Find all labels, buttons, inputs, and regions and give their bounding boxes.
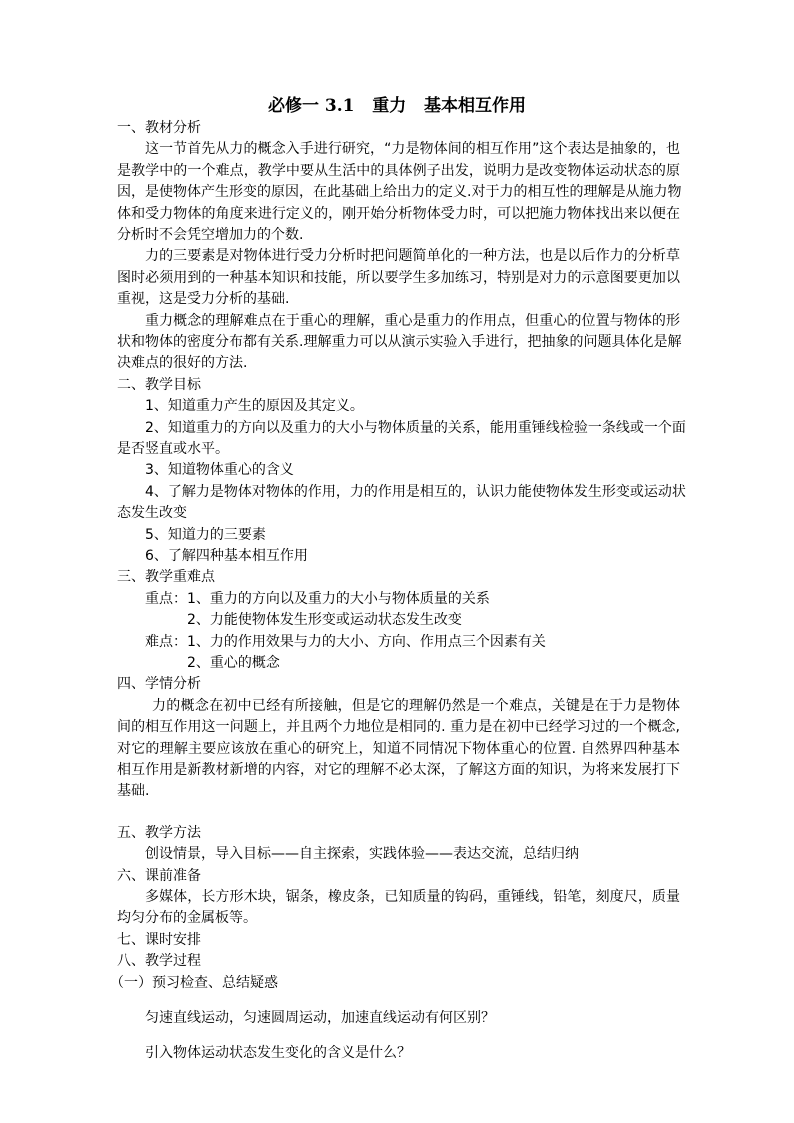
list-item: 难点：1、力的作用效果与力的大小、方向、作用点三个因素有关 — [145, 634, 546, 650]
paragraph-line: 间的相互作用这一问题上，并且两个力地位是相同的. 重力是在初中已经学习过的一个概念, — [117, 719, 680, 735]
list-item: 2、力能使物体发生形变或运动状态发生改变 — [187, 612, 462, 628]
list-item: 5、知道力的三要素 — [145, 527, 266, 543]
paragraph-line: 状和物体的密度分布都有关系.理解重力可以从演示实验入手进行，把抽象的问题具体化是解 — [117, 334, 682, 350]
paragraph-line: 重力概念的理解难点在于重心的理解，重心是重力的作用点，但重心的位置与物体的形 — [145, 313, 680, 329]
list-item: 4、了解力是物体对物体的作用，力的作用是相互的，认识力能使物体发生形变或运动状 — [145, 484, 686, 500]
paragraph-line: 引入物体运动状态发生变化的含义是什么？ — [145, 1045, 411, 1061]
subsection-heading: （一）预习检查、总结疑惑 — [110, 975, 278, 991]
paragraph-line: 对它的理解主要应该放在重心的研究上，知道不同情况下物体重心的位置. 自然界四种基本 — [117, 741, 680, 757]
section-heading: 七、课时安排 — [117, 932, 201, 948]
section-heading: 一、教材分析 — [117, 120, 201, 136]
paragraph-line: 多媒体，长方形木块，锯条，橡皮条，已知质量的钩码，重锤线，铅笔，刻度尺，质量 — [145, 889, 680, 905]
paragraph-line: 匀速直线运动，匀速圆周运动，加速直线运动有何区别？ — [145, 1010, 495, 1026]
list-item: 3、知道物体重心的含义 — [145, 462, 294, 478]
paragraph-line: 这一节首先从力的概念入手进行研究，“力是物体间的相互作用”这个表达是抽象的，也 — [145, 141, 680, 157]
list-item: 6、了解四种基本相互作用 — [145, 548, 308, 564]
paragraph-line: 决难点的很好的方法. — [117, 355, 248, 371]
list-item: 2、知道重力的方向以及重力的大小与物体质量的关系，能用重锤线检验一条线或一个面 — [145, 420, 686, 436]
paragraph-line: 力的三要素是对物体进行受力分析时把问题简单化的一种方法，也是以后作力的分析草 — [145, 248, 680, 264]
paragraph-line: 分析时不会凭空增加力的个数. — [117, 227, 304, 243]
list-item: 1、知道重力产生的原因及其定义。 — [145, 398, 364, 414]
list-item: 态发生改变 — [117, 505, 187, 521]
paragraph-line: 创设情景，导入目标——自主探索，实践体验——表达交流，总结归纳 — [145, 846, 579, 862]
section-heading: 三、教学重难点 — [117, 569, 215, 585]
paragraph-line: 基础. — [117, 783, 150, 799]
paragraph-line: 重视，这是受力分析的基础. — [117, 291, 290, 307]
list-item: 是否竖直或水平。 — [117, 441, 229, 457]
section-heading: 四、学情分析 — [117, 676, 201, 692]
paragraph-line: 相互作用是新教材新增的内容，对它的理解不必太深，了解这方面的知识，为将来发展打下 — [117, 762, 680, 778]
section-heading: 六、课前准备 — [117, 868, 201, 884]
paragraph-line: 均匀分布的金属板等。 — [117, 910, 257, 926]
document-title: 必修一 3.1 重力 基本相互作用 — [267, 96, 526, 116]
list-item: 2、重心的概念 — [187, 655, 280, 671]
section-heading: 八、教学过程 — [117, 953, 201, 969]
paragraph-line: 图时必须用到的一种基本知识和技能，所以要学生多加练习，特别是对力的示意图要更加以 — [117, 270, 680, 286]
paragraph-line: 是教学中的一个难点，教学中要从生活中的具体例子出发，说明力是改变物体运动状态的原 — [117, 163, 680, 179]
paragraph-line: 力的概念在初中已经有所接触，但是它的理解仍然是一个难点，关键是在于力是物体 — [152, 698, 680, 714]
section-heading: 二、教学目标 — [117, 377, 201, 393]
section-heading: 五、教学方法 — [117, 825, 201, 841]
list-item: 重点：1、重力的方向以及重力的大小与物体质量的关系 — [145, 591, 490, 607]
paragraph-line: 因，是使物体产生形变的原因，在此基础上给出力的定义.对于力的相互性的理解是从施力物 — [117, 184, 682, 200]
paragraph-line: 体和受力物体的角度来进行定义的，刚开始分析物体受力时，可以把施力物体找出来以便在 — [117, 206, 680, 222]
